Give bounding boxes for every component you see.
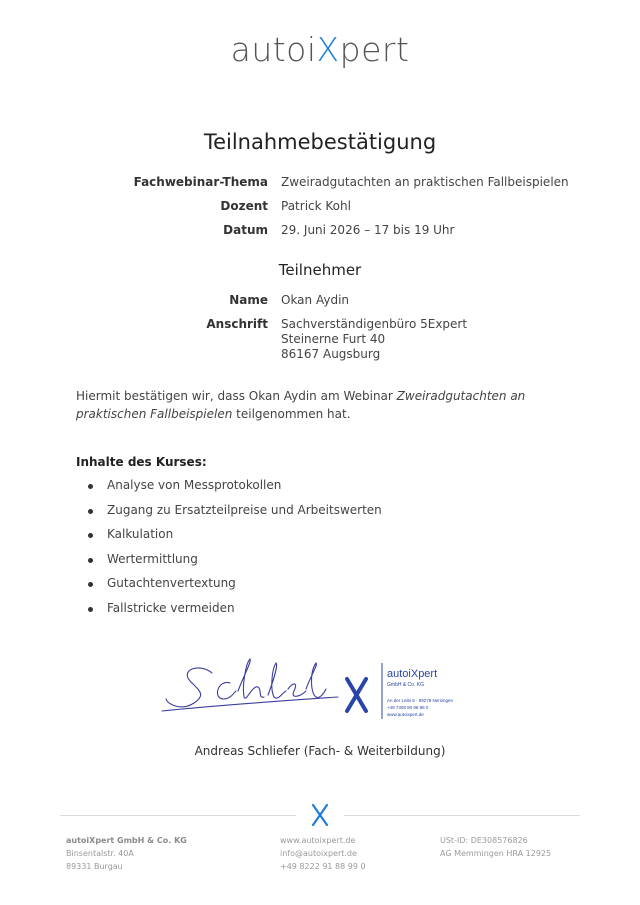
list-item: Fallstricke vermeiden [88,601,382,626]
stamp-line-2: +49 7308 80 98 98 0 [387,705,429,710]
footer-city: 89331 Burgau [66,862,123,871]
confirmation-prefix: Hiermit bestätigen wir, dass Okan Aydin am Webinar [76,389,397,403]
footer-vat: USt-ID: DE308576826 [440,836,528,845]
date-label: Datum [223,223,268,237]
list-item: Kalkulation [88,527,382,552]
stamp-x-icon [347,679,366,711]
signer-name: Andreas Schliefer (Fach- & Weiterbildung) [194,744,446,758]
footer-register: AG Memmingen HRA 12925 [440,849,552,858]
topic-label: Fachwebinar-Thema [133,175,268,189]
footer-company: autoiXpert GmbH & Co. KG [66,836,187,845]
stamp-line-3: www.autoixpert.de [387,712,424,717]
address-label: Anschrift [206,317,268,331]
confirmation-suffix: teilgenommen hat. [232,407,351,421]
document-title: Teilnahmebestätigung [203,130,437,154]
list-item: Analyse von Messprotokollen [88,478,382,503]
address-line-2: Steinerne Furt 40 [281,332,386,346]
footer-divider-left [60,815,296,816]
footer-company-column [66,834,187,873]
address-line-3: 86167 Augsburg [281,347,381,361]
handwritten-signature [162,659,338,711]
address-line-1: Sachverständigenbüro 5Expert [281,317,468,331]
footer-x-icon [301,801,339,829]
confirmation-course: Zweiradgutachten an praktischen Fallbeispielen [76,389,526,421]
participant-heading: Teilnehmer [278,261,362,279]
company-logo [0,30,640,69]
confirmation-text [76,387,526,423]
topic-value: Zweiradgutachten an praktischen Fallbeispielen [281,175,569,189]
date-value: 29. Juni 2026 – 17 bis 19 Uhr [281,223,455,237]
footer-contact-column [280,834,366,873]
footer-web-link[interactable]: www.autoixpert.de [280,836,356,845]
footer-street: Binsentalstr. 40A [66,849,134,858]
footer-legal-column [440,834,551,860]
list-item: Zugang zu Ersatzteilpreise und Arbeitswerten [88,503,382,528]
logo-text-pre: autoi [230,30,317,69]
contents-heading: Inhalte des Kurses: [76,455,207,469]
footer-divider-right [344,815,580,816]
signature-and-stamp [160,655,490,725]
company-stamp [347,663,454,719]
footer-phone: +49 8222 91 88 99 0 [280,862,366,871]
name-value: Okan Aydin [281,293,350,307]
list-item: Gutachtenvertextung [88,576,382,601]
lecturer-label: Dozent [220,199,268,213]
logo-text-post: pert [339,30,410,69]
address-value [281,317,467,362]
contents-list [88,478,382,625]
lecturer-value: Patrick Kohl [281,199,351,213]
stamp-company: GmbH & Co. KG [387,682,424,688]
stamp-brand: autoiXpert [387,668,438,680]
logo-x-mark: X [316,30,340,69]
stamp-line-1: An der Leibi 6 · 89278 Nersingen [387,698,454,703]
list-item: Wertermittlung [88,552,382,577]
footer-email-link[interactable]: info@autoixpert.de [280,849,357,858]
name-label: Name [229,293,268,307]
